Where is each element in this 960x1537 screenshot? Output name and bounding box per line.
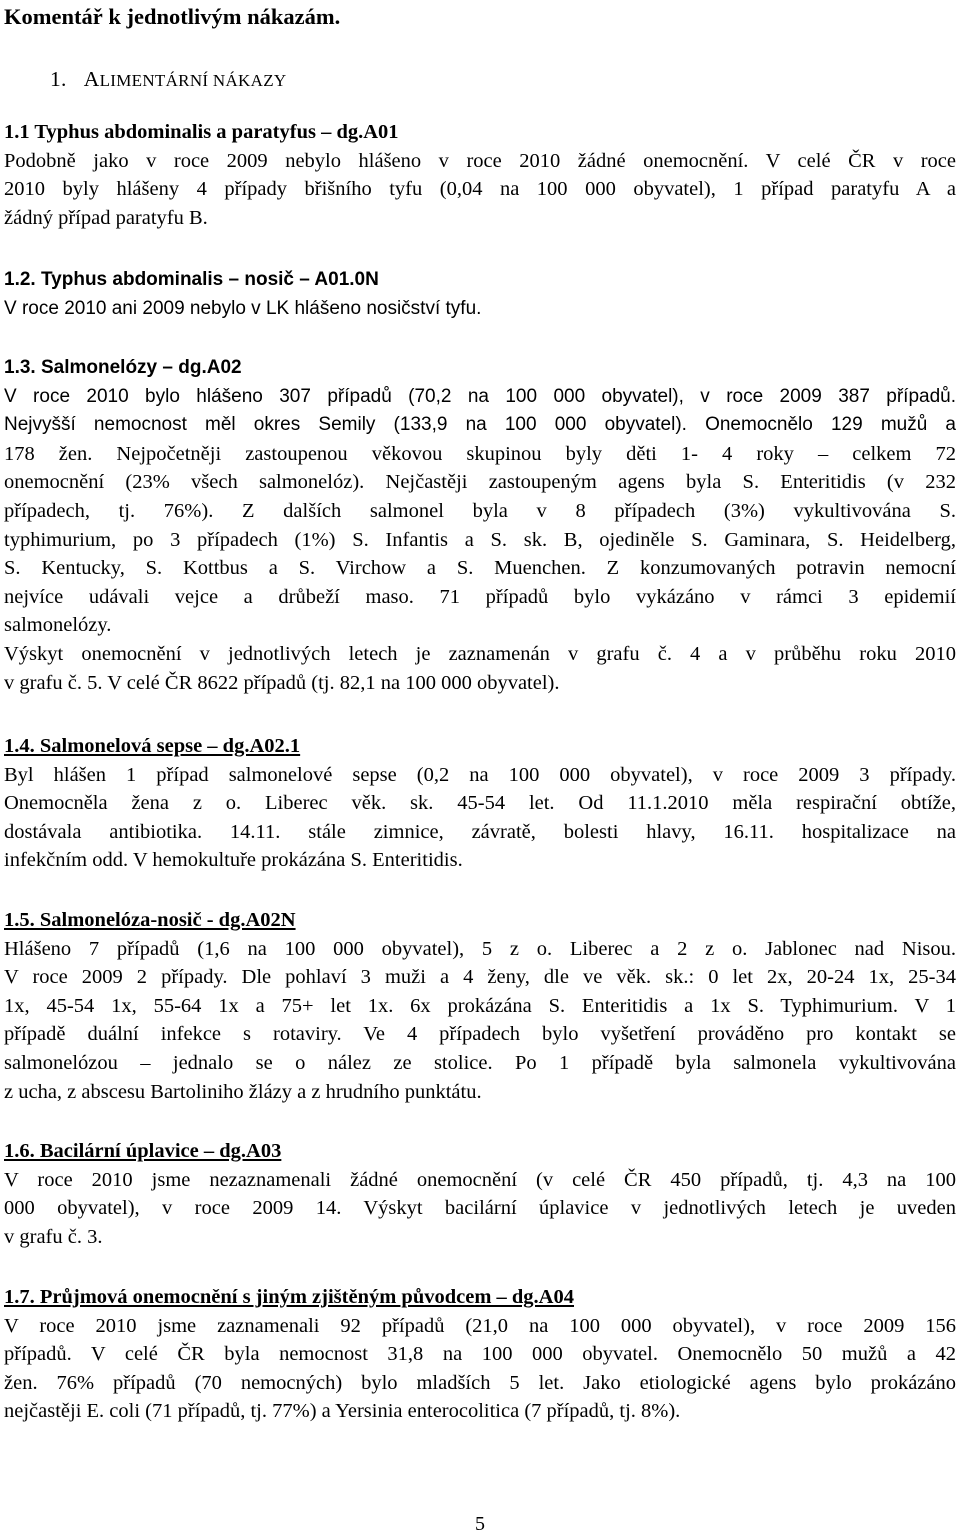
paragraph-line: Hlášeno 7 případů (1,6 na 100 000 obyvatel), 5 z o. Liberec a 2 z o. Jablonec nad Nisou. (4, 937, 956, 960)
paragraph-line: Onemocněla žena z o. Liberec věk. sk. 45-54 let. Od 11.1.2010 měla respirační obtíže, (4, 792, 956, 815)
paragraph-line: žádný případ paratyfu B. (4, 206, 208, 229)
section-1-6 (4, 1137, 956, 1251)
paragraph-line: typhimurium, po 3 případech (1%) S. Infantis a S. sk. B, ojediněle S. Gaminara, S. Heidelberg, (4, 528, 956, 551)
paragraph-line: V roce 2010 ani 2009 nebylo v LK hlášeno nosičství tyfu. (4, 297, 482, 319)
paragraph-line: z ucha, z abscesu Bartoliniho žlázy a z hrudního punktátu. (4, 1080, 482, 1103)
section-heading: 1.3. Salmonelózy – dg.A02 (4, 357, 242, 378)
section-heading: 1.5. Salmonelóza-nosič - dg.A02N (4, 909, 296, 931)
paragraph-line: v grafu č. 5. V celé ČR 8622 případů (tj. 82,1 na 100 000 obyvatel). (4, 671, 560, 694)
paragraph-line: V roce 2009 2 případy. Dle pohlaví 3 muži a 4 ženy, dle ve věk. sk.: 0 let 2x, 20-24 1x, 25-34 (4, 966, 956, 989)
section-1-2 (4, 266, 956, 323)
paragraph-line: salmonelózou – jednalo se o nález ze stolice. Po 1 případě byla salmonela vykultivována (4, 1051, 956, 1074)
paragraph-line: případech, tj. 76%). Z dalších salmonel byla v 8 případech (3%) vykultivována S. (4, 499, 956, 522)
paragraph-line: onemocnění (23% všech salmonelóz). Nejčastěji zastoupeným agens byla S. Enteritidis (v 232 (4, 471, 956, 494)
section-heading: 1.2. Typhus abdominalis – nosič – A01.0N (4, 269, 379, 290)
paragraph-line: Výskyt onemocnění v jednotlivých letech je zaznamenán v grafu č. 4 a v průběhu roku 2010 (4, 642, 956, 665)
section-heading: 1.1 Typhus abdominalis a paratyfus – dg.A01 (4, 121, 399, 143)
section-heading: 1.7. Průjmová onemocnění s jiným zjištěným původcem – dg.A04 (4, 1286, 574, 1308)
paragraph-line: nejvíce udávali vejce a drůbeží maso. 71 případů bylo vykázáno v rámci 3 epidemií (4, 585, 956, 608)
page-title: Komentář k jednotlivým nákazám. (4, 4, 341, 29)
paragraph-line: nejčastěji E. coli (71 případů, tj. 77%) a Yersinia enterocolitica (7 případů, tj. 8%). (4, 1400, 681, 1423)
section-1-3 (4, 354, 956, 697)
paragraph-line: 1x, 45-54 1x, 55-64 1x a 75+ let 1x. 6x prokázána S. Enteritidis a 1x S. Typhimurium. V 1 (4, 994, 956, 1017)
paragraph-line: Byl hlášen 1 případ salmonelové sepse (0,2 na 100 000 obyvatel), v roce 2009 3 případy. (4, 763, 956, 786)
chapter-title-rest: LIMENTÁRNÍ NÁKAZY (99, 71, 287, 90)
page-number: 5 (475, 1513, 485, 1535)
paragraph-line: infekčním odd. V hemokultuře prokázána S. Enteritidis. (4, 849, 463, 872)
section-1-5 (4, 906, 956, 1106)
paragraph-line: 000 obyvatel), v roce 2009 14. Výskyt bacilární úplavice v jednotlivých letech je uveden (4, 1197, 956, 1220)
paragraph-line: S. Kentucky, S. Kottbus a S. Virchow a S. Muenchen. Z konzumovaných potravin nemocní (4, 557, 956, 580)
section-1-4 (4, 732, 956, 875)
paragraph-line: případů. V celé ČR byla nemocnost 31,8 na 100 000 obyvatel. Onemocnělo 50 mužů a 42 (4, 1343, 956, 1366)
section-heading: 1.4. Salmonelová sepse – dg.A02.1 (4, 735, 301, 757)
paragraph-line: V roce 2010 jsme zaznamenali 92 případů (21,0 na 100 000 obyvatel), v roce 2009 156 (4, 1314, 956, 1337)
paragraph-line: 2010 byly hlášeny 4 případy břišního tyfu (0,04 na 100 000 obyvatel), 1 případ paratyfu A a (4, 178, 956, 201)
paragraph-line: V roce 2010 jsme nezaznamenali žádné onemocnění (v celé ČR 450 případů, tj. 4,3 na 100 (4, 1168, 956, 1191)
paragraph-line: Nejvyšší nemocnost měl okres Semily (133,9 na 100 000 obyvatel). Onemocnělo 129 mužů a (4, 414, 956, 436)
chapter-number: 1. (50, 67, 67, 91)
paragraph-line: dostávala antibiotika. 14.11. stále zimnice, závratě, bolesti hlavy, 16.11. hospitalizace na (4, 820, 956, 843)
section-heading: 1.6. Bacilární úplavice – dg.A03 (4, 1140, 282, 1162)
paragraph-line: v grafu č. 3. (4, 1225, 103, 1248)
paragraph-line: případě duální infekce s rotaviry. Ve 4 případech bylo vyšetření prováděno pro kontakt se (4, 1023, 956, 1046)
chapter-heading (50, 64, 286, 96)
section-1-1 (4, 118, 956, 232)
paragraph-line: V roce 2010 bylo hlášeno 307 případů (70,2 na 100 000 obyvatel), v roce 2009 387 případů. (4, 385, 956, 407)
paragraph-line: salmonelózy. (4, 614, 112, 637)
paragraph-line: 178 žen. Nejpočetněji zastoupenou věkovou skupinou byly děti 1- 4 roky – celkem 72 (4, 442, 956, 465)
paragraph-line: Podobně jako v roce 2009 nebylo hlášeno v roce 2010 žádné onemocnění. V celé ČR v roce (4, 149, 956, 172)
paragraph-line: žen. 76% případů (70 nemocných) bylo mladších 5 let. Jako etiologické agens bylo prokázáno (4, 1371, 956, 1394)
section-1-7 (4, 1283, 956, 1426)
chapter-title-first: A (83, 67, 100, 91)
